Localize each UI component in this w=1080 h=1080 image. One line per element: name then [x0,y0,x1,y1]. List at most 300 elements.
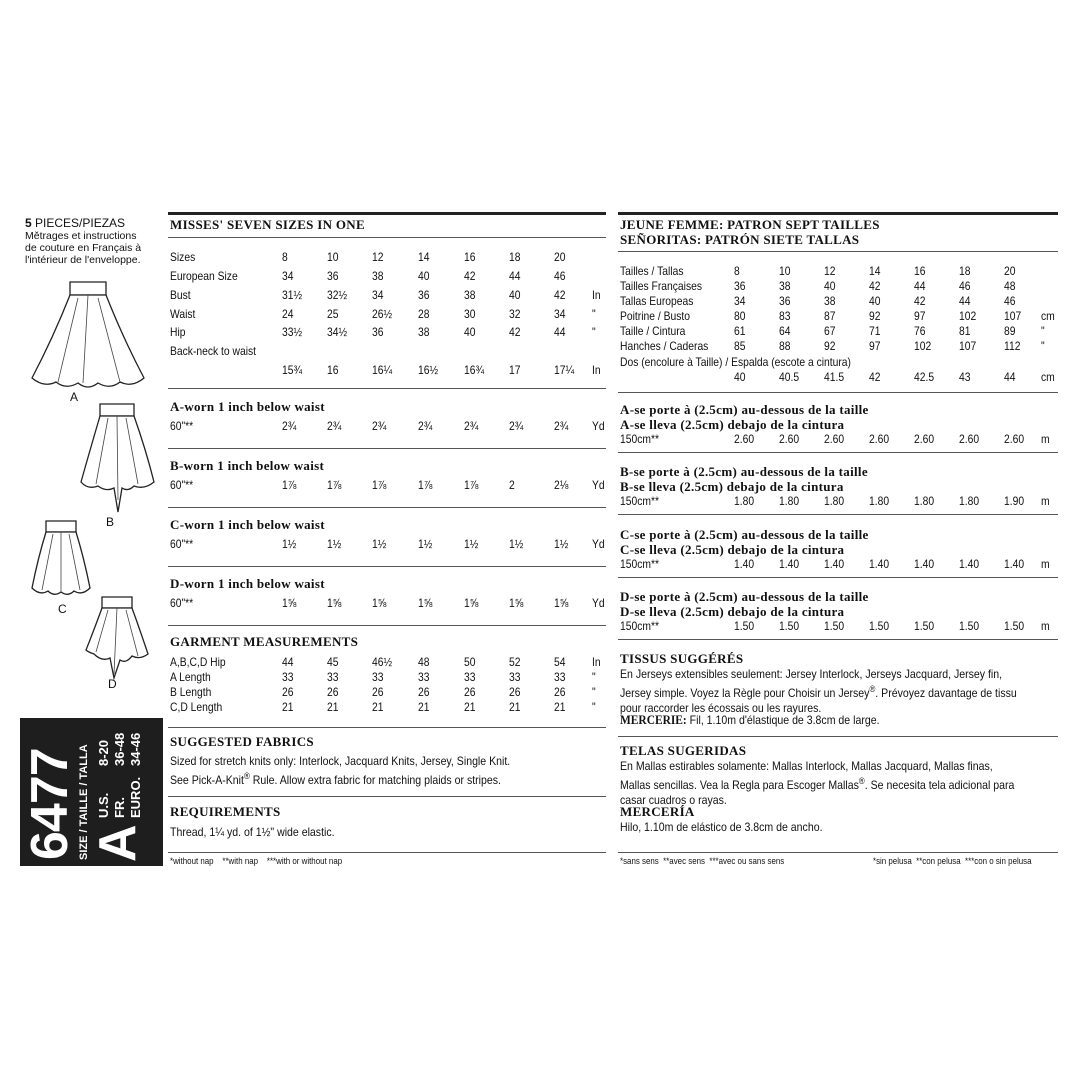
telas-line: En Mallas estirables solamente: Mallas Interlock, Mallas Jacquard, Mallas finas, [620,759,993,773]
tissus-line: . Prévoyez davantage de tissu [875,686,1017,700]
body-row-value: 12 [372,250,384,264]
requirements-title: REQUIREMENTS [170,804,281,819]
tissus-rule [618,736,1058,737]
french-view-yardage-value: 2.60 [959,432,980,446]
registered-mark: ® [869,684,876,694]
brand-block [20,718,163,866]
back-neck-value: 16¼ [372,363,393,377]
body-row-value: 42 [509,325,521,339]
view-c-label: C [58,602,67,616]
english-footnote: *without nap **with nap ***with or without nap [170,856,343,866]
body-row-value: 40 [418,269,430,283]
view-yardage-title-es: A-se lleva (2.5cm) debajo de la cintura [620,417,845,432]
body-row-value: 38 [464,288,476,302]
fabrics-line: Rule. Allow extra fabric for matching plaids or stripes. [249,773,501,787]
french-body-row-value: 36 [779,294,791,308]
view-yardage-rule [168,566,606,567]
view-yardage-value: 1⅝ [372,596,387,610]
pieces-label: PIECES/PIEZAS [35,216,126,230]
french-body-row-value: 36 [734,279,746,293]
garment-row-unit: In [592,655,601,669]
body-row-value: 24 [282,307,294,321]
telas-line: . Se necesita tela adicional para [864,778,1015,792]
garment-row-label: B Length [170,685,212,699]
french-body-row-value: 44 [914,279,926,293]
view-yardage-value: 1⅝ [509,596,524,610]
french-view-yardage-label: 150cm** [620,432,660,446]
tissus-line: pour raccorder les écossais ou les rayures. [620,701,822,715]
telas-title: TELAS SUGERIDAS [620,743,747,758]
french-view-yardage-unit: m [1041,619,1050,633]
garment-row-label: C,D Length [170,700,223,714]
french-body-row-unit: " [1041,339,1045,353]
french-body-row-unit: cm [1041,309,1055,323]
body-row-label: Waist [170,307,196,321]
view-yardage-value: 1½ [372,537,387,551]
body-row-value: 32 [509,307,521,321]
french-body-row-value: 42 [914,294,926,308]
french-body-row-value: 76 [914,324,926,338]
body-row-label: Hip [170,325,186,339]
tissus-title: TISSUS SUGGÉRÉS [620,651,744,666]
body-row-value: 38 [372,269,384,283]
body-row-label: European Size [170,269,238,283]
merceria-title: MERCERÍA [620,804,695,819]
french-body-row-value: 64 [779,324,791,338]
garment-row-value: 33 [327,670,339,684]
dos-unit: cm [1041,370,1055,384]
french-view-yardage-label: 150cm** [620,557,660,571]
body-row-value: 14 [418,250,430,264]
fabrics-text [170,754,592,788]
french-view-yardage-rule [618,514,1058,515]
french-body-row-value: 80 [734,309,746,323]
french-view-yardage-value: 1.50 [779,619,800,633]
garment-row-value: 50 [464,655,476,669]
garment-row-label: A Length [170,670,211,684]
view-yardage-value: 2¾ [509,419,524,433]
view-yardage-label: 60"** [170,537,194,551]
view-yardage-title: D-worn 1 inch below waist [170,576,325,591]
view-yardage-title-es: B-se lleva (2.5cm) debajo de la cintura [620,479,844,494]
english-footer-rule [168,852,606,853]
back-neck-value: 17¼ [554,363,575,377]
view-yardage-rule [168,507,606,508]
garment-row-value: 26 [418,685,430,699]
french-view-yardage-value: 1.40 [779,557,800,571]
garment-row-value: 26 [464,685,476,699]
french-view-yardage-value: 1.80 [734,494,755,508]
view-yardage-value: 1⅞ [372,478,387,492]
fabrics-line: Sized for stretch knits only: Interlock, Jacquard Knits, Jersey, Single Knit. [170,754,511,768]
view-yardage-title-fr: B-se porte à (2.5cm) au-dessous de la taille [620,464,868,479]
french-body-row-value: 40 [869,294,881,308]
mercerie-line [620,712,880,728]
body-row-value: 34 [372,288,384,302]
french-view-yardage-value: 1.90 [1004,494,1025,508]
french-body-row-value: 14 [869,264,881,278]
view-yardage-title: C-worn 1 inch below waist [170,517,325,532]
french-view-yardage-value: 1.50 [1004,619,1025,633]
french-view-yardage-value: 1.80 [869,494,890,508]
garment-row-value: 33 [372,670,384,684]
body-row-value: 33½ [282,325,303,339]
mercerie-text: Fil, 1.10m d'élastique de 3.8cm de large. [686,713,880,727]
body-row-value: 16 [464,250,476,264]
body-row-value: 31½ [282,288,303,302]
view-yardage-unit: Yd [592,419,605,433]
registered-mark: ® [243,771,250,781]
view-yardage-title-fr: A-se porte à (2.5cm) au-dessous de la taille [620,402,869,417]
spanish-title: SEÑORITAS: PATRÓN SIETE TALLAS [620,232,860,247]
body-row-value: 46 [554,269,566,283]
french-view-yardage-unit: m [1041,557,1050,571]
body-row-value: 36 [327,269,339,283]
size-grid [96,733,144,818]
french-body-row-value: 42 [869,279,881,293]
french-body-row-value: 85 [734,339,746,353]
english-top-rule [168,212,606,215]
dos-value: 44 [1004,370,1016,384]
french-view-yardage-value: 1.50 [914,619,935,633]
french-view-yardage-label: 150cm** [620,494,660,508]
french-view-yardage-value: 2.60 [914,432,935,446]
french-view-yardage-value: 2.60 [734,432,755,446]
view-yardage-value: 1⅞ [282,478,297,492]
telas-text [620,759,1060,808]
view-yardage-value: 2¾ [282,419,297,433]
french-body-row-value: 8 [734,264,740,278]
french-body-row-value: 40 [824,279,836,293]
pattern-number: 6477 [21,748,79,860]
french-body-row-value: 10 [779,264,791,278]
view-yardage-value: 1½ [554,537,569,551]
back-neck-label: Back-neck to waist [170,344,257,358]
english-title-rule [168,237,606,238]
french-body-row-value: 71 [869,324,881,338]
back-neck-value: 15¾ [282,363,303,377]
brand-rotated [20,718,163,866]
french-view-yardage-value: 1.40 [734,557,755,571]
french-body-row-value: 97 [869,339,881,353]
dos-value: 42 [869,370,881,384]
body-row-value: 44 [554,325,566,339]
french-body-row-value: 102 [914,339,932,353]
view-b-sketch [78,400,158,515]
french-body-row-value: 107 [959,339,977,353]
body-row-value: 8 [282,250,288,264]
view-yardage-value: 1⅞ [418,478,433,492]
french-body-row-value: 67 [824,324,836,338]
french-view-yardage-value: 1.50 [824,619,845,633]
garment-row-value: 33 [554,670,566,684]
english-title: MISSES' SEVEN SIZES IN ONE [170,217,365,232]
view-c-sketch [30,518,92,600]
garment-rule [168,727,606,728]
french-body-row-value: 61 [734,324,746,338]
french-view-yardage-value: 1.40 [959,557,980,571]
view-yardage-title: B-worn 1 inch below waist [170,458,325,473]
french-body-row-value: 18 [959,264,971,278]
view-yardage-value: 1⅝ [327,596,342,610]
garment-row-value: 21 [327,700,339,714]
view-a-sketch [28,278,148,393]
garment-row-unit: " [592,685,596,699]
french-body-row-value: 88 [779,339,791,353]
back-neck-unit: In [592,363,601,377]
garment-row-unit: " [592,670,596,684]
french-body-row-value: 44 [959,294,971,308]
view-yardage-value: 1⅞ [327,478,342,492]
fabrics-line: See Pick-A-Knit [170,773,244,787]
euro-sizes: 34-46 [128,732,143,766]
garment-row-value: 44 [282,655,294,669]
french-body-row-label: Hanches / Caderas [620,339,709,353]
back-neck-value: 16 [327,363,339,377]
dos-value: 41.5 [824,370,845,384]
view-yardage-title-es: C-se lleva (2.5cm) debajo de la cintura [620,542,845,557]
french-footer-rule [618,852,1058,853]
mercerie-title: MERCERIE: [620,712,687,727]
english-body-rule [168,388,606,389]
dos-value: 40.5 [779,370,800,384]
french-view-yardage-value: 1.80 [779,494,800,508]
french-body-row-value: 89 [1004,324,1016,338]
view-yardage-rule [168,448,606,449]
dos-value: 42.5 [914,370,935,384]
french-body-row-value: 48 [1004,279,1016,293]
french-body-row-label: Tailles Françaises [620,279,703,293]
french-view-yardage-value: 1.50 [959,619,980,633]
garment-row-label: A,B,C,D Hip [170,655,226,669]
dos-value: 43 [959,370,971,384]
tissus-text [620,667,1060,716]
view-d-sketch [84,594,150,680]
view-yardage-rule [168,625,606,626]
us-label: U.S. [96,792,111,818]
view-yardage-title-es: D-se lleva (2.5cm) debajo de la cintura [620,604,845,619]
garment-row-value: 33 [509,670,521,684]
view-yardage-value: 1⅝ [554,596,569,610]
french-view-yardage-unit: m [1041,432,1050,446]
body-row-value: 26½ [372,307,393,321]
telas-line: casar cuadros o rayas. [620,793,727,807]
pieces-block [25,216,160,266]
body-row-value: 40 [464,325,476,339]
back-neck-value: 17 [509,363,521,377]
view-a-label: A [70,390,79,404]
body-row-value: 44 [509,269,521,283]
view-yardage-value: 1½ [464,537,479,551]
view-d-label: D [108,677,117,691]
pieces-count: 5 [25,216,32,230]
back-neck-value: 16¾ [464,363,485,377]
spanish-footnote: *sin pelusa **con pelusa ***con o sin pelusa [873,856,1032,866]
view-yardage-title-fr: D-se porte à (2.5cm) au-dessous de la taille [620,589,869,604]
view-yardage-value: 1⅝ [282,596,297,610]
view-yardage-value: 1½ [327,537,342,551]
view-yardage-value: 2¾ [464,419,479,433]
french-view-yardage-value: 1.40 [824,557,845,571]
body-row-value: 34½ [327,325,348,339]
body-row-unit: " [592,325,596,339]
view-yardage-value: 2¾ [554,419,569,433]
tissus-line: Jersey simple. Voyez la Règle pour Choisir un Jersey [620,686,870,700]
view-yardage-unit: Yd [592,537,605,551]
garment-row-value: 48 [418,655,430,669]
tissus-line: En Jerseys extensibles seulement: Jersey Interlock, Jerseys Jacquard, Jersey fin, [620,667,1003,681]
view-yardage-value: 1⅞ [464,478,479,492]
french-body-row-value: 46 [959,279,971,293]
french-note-line: l'intérieur de l'enveloppe. [25,254,141,266]
french-view-yardage-value: 1.80 [914,494,935,508]
french-view-yardage-value: 1.40 [1004,557,1025,571]
body-row-value: 40 [509,288,521,302]
french-body-row-label: Taille / Cintura [620,324,686,338]
garment-row-value: 33 [282,670,294,684]
view-yardage-title: A-worn 1 inch below waist [170,399,325,414]
body-row-label: Bust [170,288,191,302]
body-row-value: 42 [554,288,566,302]
size-label: SIZE / TAILLE / TALLA [78,744,90,860]
french-view-yardage-value: 1.40 [869,557,890,571]
view-yardage-value: 1½ [509,537,524,551]
view-yardage-value: 1½ [282,537,297,551]
french-view-yardage-value: 1.80 [959,494,980,508]
body-row-value: 42 [464,269,476,283]
french-body-row-value: 20 [1004,264,1016,278]
view-yardage-title-fr: C-se porte à (2.5cm) au-dessous de la taille [620,527,869,542]
view-yardage-label: 60"** [170,478,194,492]
french-body-row-value: 38 [779,279,791,293]
view-yardage-unit: Yd [592,478,605,492]
size-letter: A [89,824,147,862]
view-yardage-unit: Yd [592,596,605,610]
french-title-rule [618,251,1058,252]
body-row-value: 18 [509,250,521,264]
garment-row-value: 21 [464,700,476,714]
french-view-yardage-value: 2.60 [869,432,890,446]
french-body-row-value: 97 [914,309,926,323]
french-view-yardage-value: 1.40 [914,557,935,571]
french-view-yardage-rule [618,452,1058,453]
dos-label: Dos (encolure à Taille) / Espalda (escote a cintura) [620,355,851,369]
telas-line: Mallas sencillas. Vea la Regla para Escoger Mallas [620,778,859,792]
garment-row-value: 21 [554,700,566,714]
french-body-row-value: 83 [779,309,791,323]
view-yardage-value: 2¾ [372,419,387,433]
garment-row-value: 26 [554,685,566,699]
garment-row-value: 21 [282,700,294,714]
garment-row-value: 33 [464,670,476,684]
french-body-row-value: 34 [734,294,746,308]
french-view-yardage-value: 2.60 [1004,432,1025,446]
garment-row-value: 26 [327,685,339,699]
french-body-row-label: Tailles / Tallas [620,264,684,278]
french-body-row-value: 102 [959,309,977,323]
view-yardage-value: 2¾ [327,419,342,433]
view-yardage-value: 1⅝ [418,596,433,610]
registered-mark: ® [858,776,865,786]
garment-row-value: 26 [282,685,294,699]
back-neck-value: 16½ [418,363,439,377]
garment-row-value: 46½ [372,655,393,669]
french-top-rule [618,212,1058,215]
garment-row-value: 21 [418,700,430,714]
french-footnote: *sans sens **avec sens ***avec ou sans sens [620,856,785,866]
garment-row-value: 26 [509,685,521,699]
view-yardage-value: 2 [509,478,515,492]
view-yardage-label: 60"** [170,596,194,610]
french-body-row-value: 92 [824,339,836,353]
french-body-row-value: 107 [1004,309,1022,323]
body-row-unit: " [592,307,596,321]
french-view-yardage-rule [618,577,1058,578]
body-row-value: 34 [282,269,294,283]
french-view-yardage-value: 1.80 [824,494,845,508]
french-body-row-unit: " [1041,324,1045,338]
french-note-line: de couture en Français à [25,242,142,254]
body-row-value: 36 [418,288,430,302]
body-row-value: 25 [327,307,339,321]
french-body-row-value: 38 [824,294,836,308]
body-row-value: 32½ [327,288,348,302]
body-row-value: 36 [372,325,384,339]
fr-label: FR. [112,797,127,818]
body-row-value: 20 [554,250,566,264]
french-title: JEUNE FEMME: PATRON SEPT TAILLES [620,217,880,232]
french-view-yardage-value: 2.60 [824,432,845,446]
garment-row-unit: " [592,700,596,714]
body-row-value: 38 [418,325,430,339]
garment-row-value: 21 [509,700,521,714]
french-body-row-value: 12 [824,264,836,278]
garment-row-value: 26 [372,685,384,699]
body-row-unit: In [592,288,601,302]
french-view-yardage-value: 1.50 [734,619,755,633]
french-body-row-label: Tallas Europeas [620,294,694,308]
french-body-row-value: 112 [1004,339,1021,353]
french-view-yardage-unit: m [1041,494,1050,508]
view-yardage-value: 1½ [418,537,433,551]
garment-row-value: 52 [509,655,521,669]
garment-row-value: 33 [418,670,430,684]
dos-value: 40 [734,370,746,384]
fabrics-rule [168,796,606,797]
french-body-row-label: Poitrine / Busto [620,309,690,323]
fr-sizes: 36-48 [112,732,127,766]
body-row-value: 10 [327,250,339,264]
french-body-row-value: 46 [1004,294,1016,308]
requirements-text: Thread, 1¼ yd. of 1½" wide elastic. [170,825,335,839]
view-yardage-value: 2¾ [418,419,433,433]
french-body-rule [618,392,1058,393]
french-view-yardage-rule [618,639,1058,640]
french-view-yardage-value: 1.50 [869,619,890,633]
view-yardage-value: 1⅝ [464,596,479,610]
body-row-value: 34 [554,307,566,321]
us-sizes: 8-20 [96,739,111,766]
garment-row-value: 45 [327,655,339,669]
garment-title: GARMENT MEASUREMENTS [170,634,359,649]
fabrics-title: SUGGESTED FABRICS [170,734,314,749]
view-yardage-value: 2⅛ [554,478,569,492]
view-b-label: B [106,515,115,529]
french-note-line: Mětrages et instructions [25,230,137,242]
garment-row-value: 21 [372,700,384,714]
euro-label: EURO. [128,776,143,818]
french-view-yardage-label: 150cm** [620,619,660,633]
